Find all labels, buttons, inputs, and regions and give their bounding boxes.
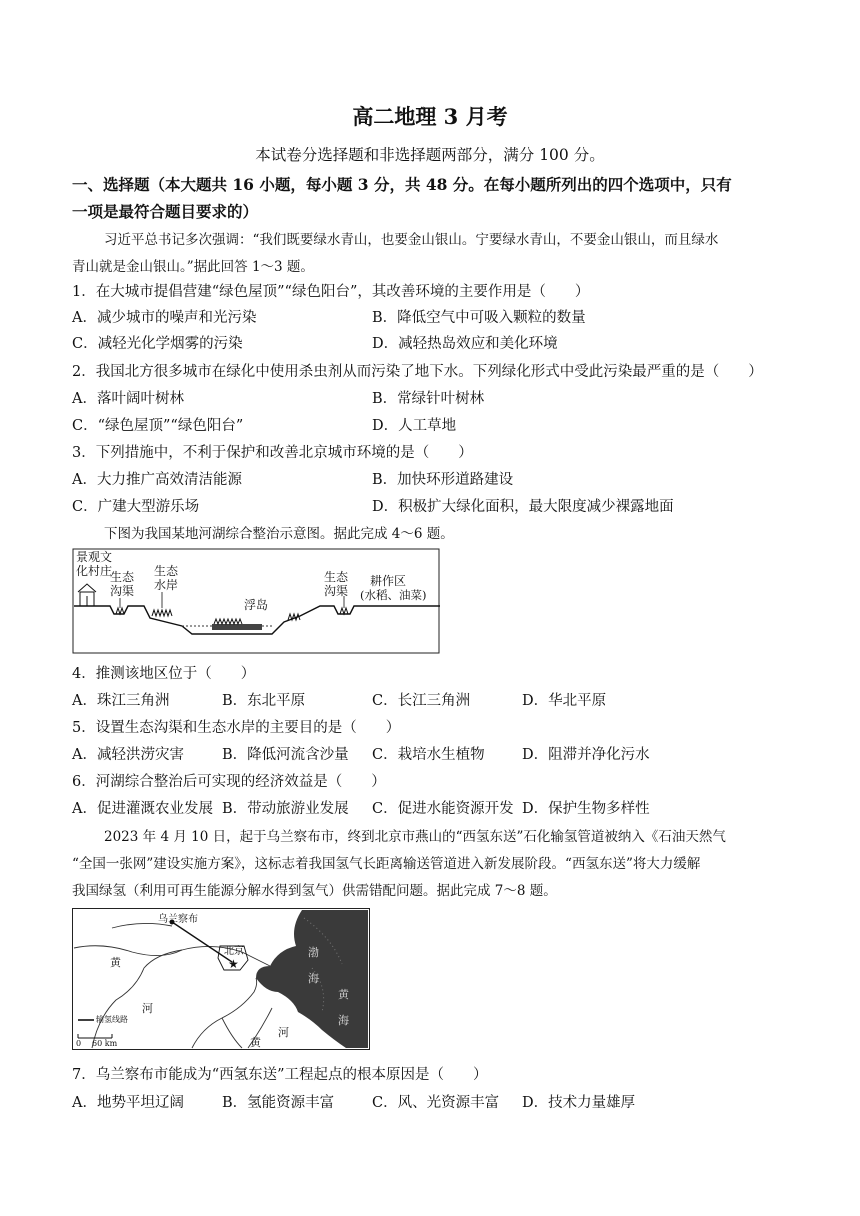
q1-stem: 1．在大城市提倡营建“绿色屋顶”“绿色阳台”，其改善环境的主要作用是（ ） — [72, 284, 590, 300]
q1-option-a: A．减少城市的噪声和光污染 — [72, 310, 257, 326]
scale-zero-label: 0 — [76, 1039, 82, 1048]
intro1-line2: 青山就是金山银山。”据此回答 1～3 题。 — [72, 259, 314, 275]
q7-stem: 7．乌兰察布市能成为“西氢东送”工程起点的根本原因是（ ） — [72, 1067, 488, 1083]
q6-stem: 6．河湖综合整治后可实现的经济效益是（ ） — [72, 774, 386, 790]
label-bank-1: 生态 — [154, 564, 179, 578]
q7-option-b: B．氢能资源丰富 — [222, 1095, 335, 1111]
q5-option-a: A．减轻洪涝灾害 — [72, 747, 184, 763]
intro3-line1: 2023 年 4 月 10 日，起于乌兰察布市，终到北京市燕山的“西氢东送”石化输氢管道被纳入《石油天然气 — [104, 829, 726, 845]
label-yellow-river-1: 黄 — [110, 956, 121, 969]
q7-option-a: A．地势平坦辽阔 — [72, 1095, 184, 1111]
q3-option-c: C．广建大型游乐场 — [72, 499, 200, 515]
q4-option-d: D．华北平原 — [522, 693, 607, 709]
label-farm-1: 耕作区 — [370, 574, 407, 588]
q4-stem: 4．推测该地区位于（ ） — [72, 666, 256, 682]
q3-option-d: D．积极扩大绿化面积，最大限度减少裸露地面 — [372, 499, 674, 515]
page-title: 高二地理 3 月考 — [352, 104, 508, 129]
label-ulanqab: 乌兰察布 — [158, 914, 198, 925]
q3-stem: 3．下列措施中，不利于保护和改善北京城市环境的是（ ） — [72, 445, 473, 461]
label-beijing: 北京 — [224, 946, 244, 957]
intro3-line3: 我国绿氢（利用可再生能源分解水得到氢气）供需错配问题。据此完成 7～8 题。 — [72, 883, 557, 899]
q6-option-c: C．促进水能资源开发 — [372, 801, 514, 817]
pipeline-map — [72, 908, 370, 1050]
river-lake-diagram — [72, 548, 442, 656]
q2-option-d: D．人工草地 — [372, 418, 457, 434]
q2-option-b: B．常绿针叶树林 — [372, 391, 485, 407]
label-farm-2: (水稻、油菜) — [360, 588, 427, 602]
q7-option-c: C．风、光资源丰富 — [372, 1095, 500, 1111]
label-village-1: 景观文 — [76, 550, 113, 564]
scale-label: 60 km — [92, 1039, 118, 1048]
q6-option-a: A．促进灌溉农业发展 — [72, 801, 213, 817]
svg-text:★: ★ — [228, 957, 239, 971]
label-huang-1: 黄 — [250, 1036, 261, 1049]
q5-option-b: B．降低河流含沙量 — [222, 747, 349, 763]
label-ditch-right-1: 生态 — [324, 570, 349, 584]
legend-pipeline-label: 输氢线路 — [96, 1015, 128, 1024]
label-sea-1: 渤 — [308, 946, 319, 959]
label-village-2: 化村庄 — [76, 564, 113, 578]
q2-option-a: A．落叶阔叶树林 — [72, 391, 184, 407]
label-ditch-right-2: 沟渠 — [324, 584, 349, 598]
q1-option-b: B．降低空气中可吸入颗粒的数量 — [372, 310, 586, 326]
label-sea-2: 海 — [308, 972, 319, 985]
label-sea-4: 海 — [338, 1014, 349, 1027]
q4-option-a: A．珠江三角洲 — [72, 693, 170, 709]
pipeline-map-svg — [72, 908, 370, 1050]
label-bank-2: 水岸 — [154, 578, 179, 592]
intro1-line1: 习近平总书记多次强调：“我们既要绿水青山，也要金山银山。宁要绿水青山，不要金山银山，而且绿水 — [104, 232, 719, 248]
q2-option-c: C．“绿色屋顶”“绿色阳台” — [72, 418, 244, 434]
q2-stem: 2．我国北方很多城市在绿化中使用杀虫剂从而污染了地下水。下列绿化形式中受此污染最严重的是（ ） — [72, 364, 763, 380]
exam-subtitle: 本试卷分选择题和非选择题两部分，满分 100 分。 — [255, 146, 605, 164]
q5-option-c: C．栽培水生植物 — [372, 747, 485, 763]
q1-option-c: C．减轻光化学烟雾的污染 — [72, 336, 243, 352]
q3-option-b: B．加快环形道路建设 — [372, 472, 514, 488]
q1-option-d: D．减轻热岛效应和美化环境 — [372, 336, 558, 352]
q4-option-b: B．东北平原 — [222, 693, 306, 709]
label-yellow-river-2: 河 — [142, 1002, 153, 1015]
section-heading-line2: 一项是最符合题目要求的） — [72, 202, 259, 221]
label-sea-3: 黄 — [338, 988, 349, 1001]
label-huang-2: 河 — [278, 1026, 289, 1039]
q5-stem: 5．设置生态沟渠和生态水岸的主要目的是（ ） — [72, 720, 401, 736]
intro2: 下图为我国某地河湖综合整治示意图。据此完成 4～6 题。 — [104, 526, 454, 542]
q4-option-c: C．长江三角洲 — [372, 693, 471, 709]
q3-option-a: A．大力推广高效清洁能源 — [72, 472, 242, 488]
q6-option-b: B．带动旅游业发展 — [222, 801, 349, 817]
section-heading-line1: 一、选择题（本大题共 16 小题，每小题 3 分，共 48 分。在每小题所列出的四个选项中，只有 — [72, 175, 732, 194]
label-ditch-left-2: 沟渠 — [110, 584, 135, 598]
label-ditch-left-1: 生态 — [110, 570, 135, 584]
label-island: 浮岛 — [244, 598, 269, 612]
intro3-line2: “全国一张网”建设实施方案》，这标志着我国氢气长距离输送管道进入新发展阶段。“西氢东送”将大力缓解 — [72, 856, 701, 872]
q7-option-d: D．技术力量雄厚 — [522, 1095, 636, 1111]
q5-option-d: D．阻滞并净化污水 — [522, 747, 650, 763]
q6-option-d: D．保护生物多样性 — [522, 801, 650, 817]
